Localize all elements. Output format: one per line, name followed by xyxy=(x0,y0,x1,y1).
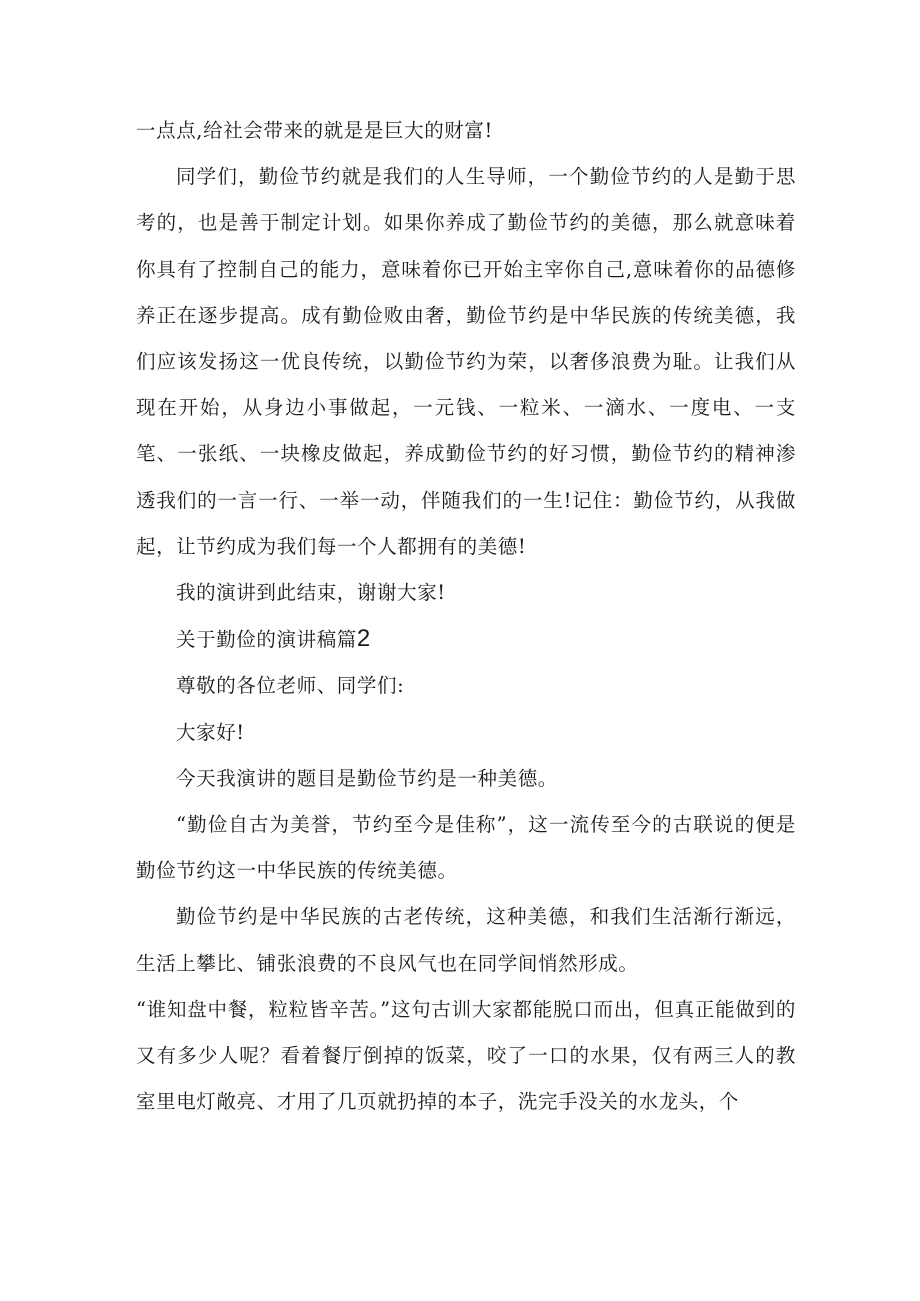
paragraph-proverb: “谁知盘中餐，粒粒皆辛苦。”这句古训大家都能脱口而出，但真正能做到的又有多少人呢？看着餐厅倒掉的饭菜，咬了一口的水果，仅有两三人的教室里电灯敞亮、才用了几页就扔掉的本子，洗完手没关的水龙头，个 xyxy=(136,997,796,1114)
section-heading xyxy=(136,616,796,663)
speech-topic: 今天我演讲的题目是勤俭节约是一种美德。 xyxy=(176,766,558,790)
salutation: 尊敬的各位老师、同学们: xyxy=(176,674,405,698)
greeting: 大家好! xyxy=(176,720,245,744)
paragraph-2: 同学们，勤俭节约就是我们的人生导师，一个勤俭节约的人是勤于思考的，也是善于制定计划。如果你养成了勤俭节约的美德，那么就意味着你具有了控制自己的能力，意味着你已开始主宰你自己,意味着你的品德修养正在逐步提高。成有勤俭败由奢，勤俭节约是中华民族的传统美德，我们应该发扬这一优良传统，以勤俭节约为荣，以奢侈浪费为耻。让我们从现在开始，从身边小事做起，一元钱、一粒米、一滴水、一度电、一支笔、一张纸、一块橡皮做起，养成勤俭节约的好习惯，勤俭节约的精神渗透我们的一言一行、一举一动，伴随我们的一生!记住：勤俭节约，从我做起，让节约成为我们每一个人都拥有的美德! xyxy=(136,165,796,558)
document-body xyxy=(136,108,796,1125)
paragraph-closing: 我的演讲到此结束，谢谢大家! xyxy=(176,581,446,605)
paragraph-couplet: “勤俭自古为美誉，节约至今是佳称”，这一流传至今的古联说的便是勤俭节约这一中华民族的传统美德。 xyxy=(136,813,796,883)
paragraph-tradition: 勤俭节约是中华民族的古老传统，这种美德，和我们生活渐行渐远，生活上攀比、铺张浪费的不良风气也在同学间悄然形成。 xyxy=(136,905,796,975)
section-heading-number: 2 xyxy=(356,625,371,653)
section-heading-text: 关于勤俭的演讲稿篇 xyxy=(176,628,357,652)
paragraph-1: 一点点,给社会带来的就是是巨大的财富! xyxy=(136,119,493,142)
